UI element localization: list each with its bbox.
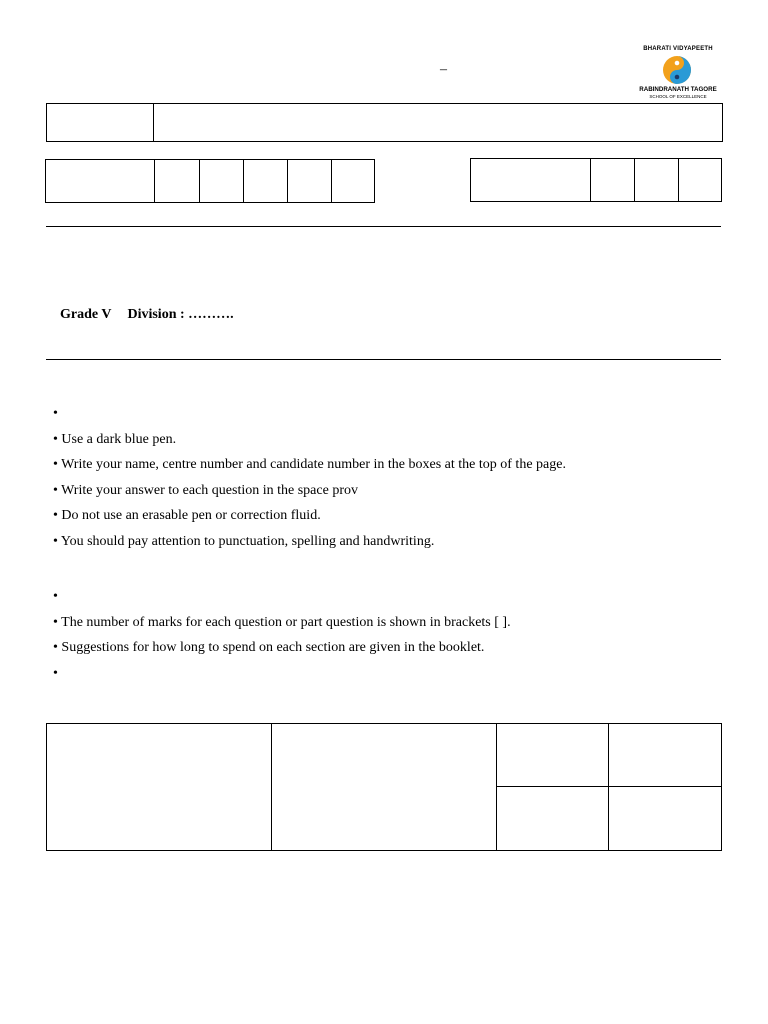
marks-table <box>46 723 722 851</box>
instruction-item: • Write your answer to each question in the space prov <box>53 482 358 498</box>
grade-label: Grade V <box>60 307 112 322</box>
information-item: • The number of marks for each question or part question is shown in brackets [ ]. <box>53 614 511 630</box>
middle-divider <box>46 359 721 360</box>
header-dash: – <box>440 62 447 77</box>
information-list <box>53 584 511 686</box>
instructions-heading-bullet: • <box>53 406 58 421</box>
instruction-item: • You should pay attention to punctuation, spelling and handwriting. <box>53 533 435 549</box>
centre-number-box <box>45 159 375 203</box>
yin-yang-emblem-icon <box>660 55 694 85</box>
information-trailing-bullet: • <box>53 665 58 681</box>
school-logo <box>630 46 726 102</box>
logo-top-text: BHARATI VIDYAPEETH <box>643 46 713 52</box>
information-heading-bullet: • <box>53 589 58 604</box>
logo-tagline: SCHOOL OF EXCELLENCE <box>649 94 707 99</box>
candidate-name-box <box>46 103 723 142</box>
top-divider <box>46 226 721 227</box>
instruction-item: • Do not use an erasable pen or correction fluid. <box>53 508 321 523</box>
instructions-list <box>53 401 566 554</box>
logo-school-name: RABINDRANATH TAGORE <box>639 86 717 93</box>
information-item: • Suggestions for how long to spend on each section are given in the booklet. <box>53 640 485 655</box>
instruction-item: • Use a dark blue pen. <box>53 431 177 447</box>
instruction-item: • Write your name, centre number and candidate number in the boxes at the top of the page. <box>53 457 566 472</box>
class-info-line <box>53 291 250 323</box>
candidate-number-box <box>470 158 722 202</box>
division-label: Division : ………. <box>127 307 234 322</box>
